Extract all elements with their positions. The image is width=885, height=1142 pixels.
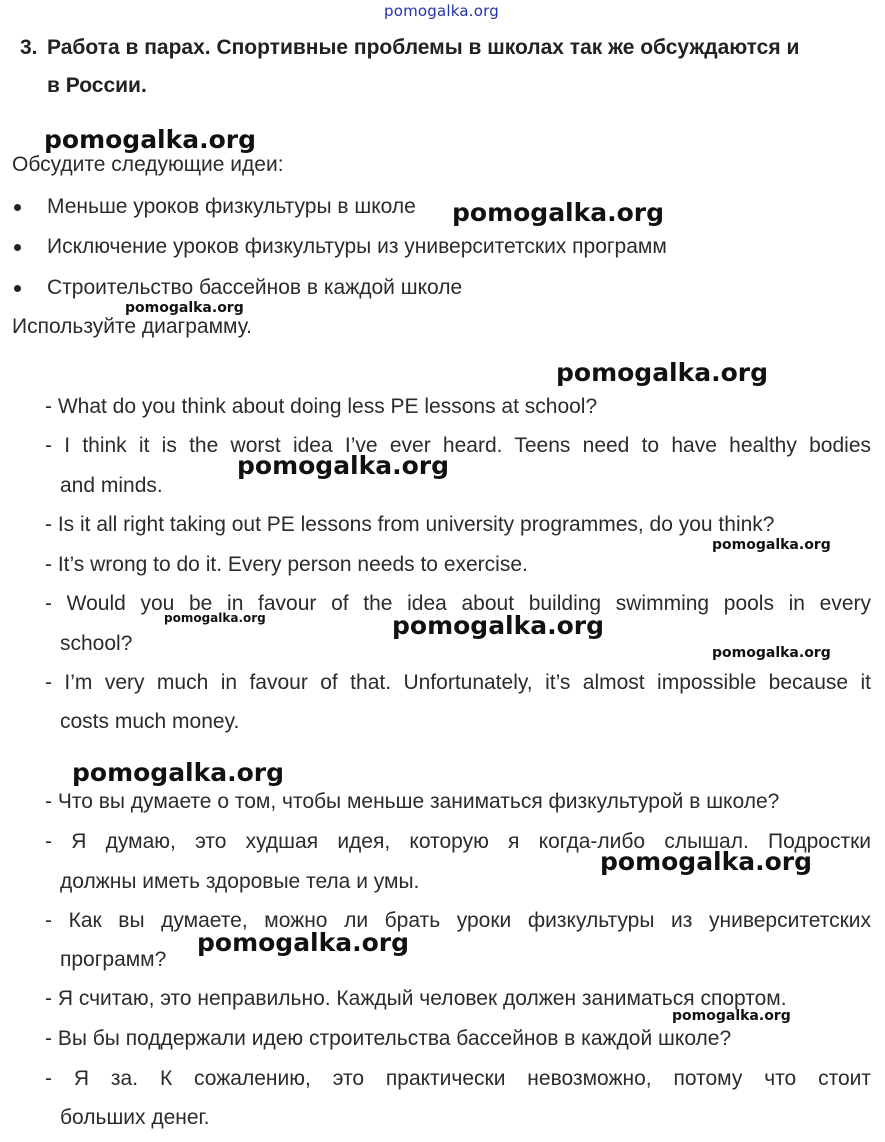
bullet-item: Исключение уроков физкультуры из университетских программ <box>47 235 667 258</box>
english-line: - I think it is the worst idea I’ve ever heard. Teens need to have healthy bodies <box>45 434 871 457</box>
task-number: 3. <box>20 36 38 59</box>
russian-line: - Я считаю, это неправильно. Каждый человек должен заниматься спортом. <box>45 987 787 1010</box>
watermark: pomogalka.org <box>125 300 244 316</box>
intro-text: Обсудите следующие идеи: <box>12 153 284 176</box>
english-line: costs much money. <box>60 710 240 733</box>
bullet-dot <box>14 244 21 251</box>
watermark-top: pomogalka.org <box>384 2 499 20</box>
watermark: pomogalka.org <box>44 125 257 154</box>
instruction-text: Используйте диаграмму. <box>12 315 252 338</box>
watermark: pomogalka.org <box>672 1008 791 1024</box>
bullet-dot <box>14 285 21 292</box>
russian-line: - Что вы думаете о том, чтобы меньше заниматься физкультурой в школе? <box>45 790 780 813</box>
russian-line: должны иметь здоровые тела и умы. <box>60 870 420 893</box>
english-line: - Is it all right taking out PE lessons from university programmes, do you think? <box>45 513 775 536</box>
russian-line: - Я за. К сожалению, это практически невозможно, потому что стоит <box>45 1067 871 1090</box>
bullet-item: Строительство бассейнов в каждой школе <box>47 276 463 299</box>
task-title-line2: в России. <box>47 74 147 97</box>
english-line: - What do you think about doing less PE lessons at school? <box>45 395 598 418</box>
watermark: pomogalka.org <box>556 358 769 387</box>
english-line: school? <box>60 632 133 655</box>
watermark: pomogalka.org <box>712 537 831 553</box>
task-title-line1: Работа в парах. Спортивные проблемы в школах так же обсуждаются и <box>47 36 800 59</box>
english-line: - Would you be in favour of the idea about building swimming pools in every <box>45 592 871 615</box>
watermark: pomogalka.org <box>237 451 450 480</box>
watermark: pomogalka.org <box>712 645 831 661</box>
bullet-dot <box>14 204 21 211</box>
watermark: pomogalka.org <box>452 198 665 227</box>
russian-line: программ? <box>60 948 167 971</box>
watermark: pomogalka.org <box>72 758 285 787</box>
watermark: pomogalka.org <box>392 611 605 640</box>
russian-line: - Как вы думаете, можно ли брать уроки физкультуры из университетских <box>45 909 871 932</box>
watermark: pomogalka.org <box>197 928 410 957</box>
english-line: - It’s wrong to do it. Every person needs to exercise. <box>45 553 528 576</box>
russian-line: - Я думаю, это худшая идея, которую я когда-либо слышал. Подростки <box>45 830 871 853</box>
english-line: - I’m very much in favour of that. Unfortunately, it’s almost impossible because it <box>45 671 871 694</box>
bullet-item: Меньше уроков физкультуры в школе <box>47 195 416 218</box>
russian-line: больших денег. <box>60 1106 210 1129</box>
watermark: pomogalka.org <box>164 611 266 625</box>
english-line: and minds. <box>60 474 163 497</box>
watermark: pomogalka.org <box>600 847 813 876</box>
russian-line: - Вы бы поддержали идею строительства бассейнов в каждой школе? <box>45 1027 732 1050</box>
